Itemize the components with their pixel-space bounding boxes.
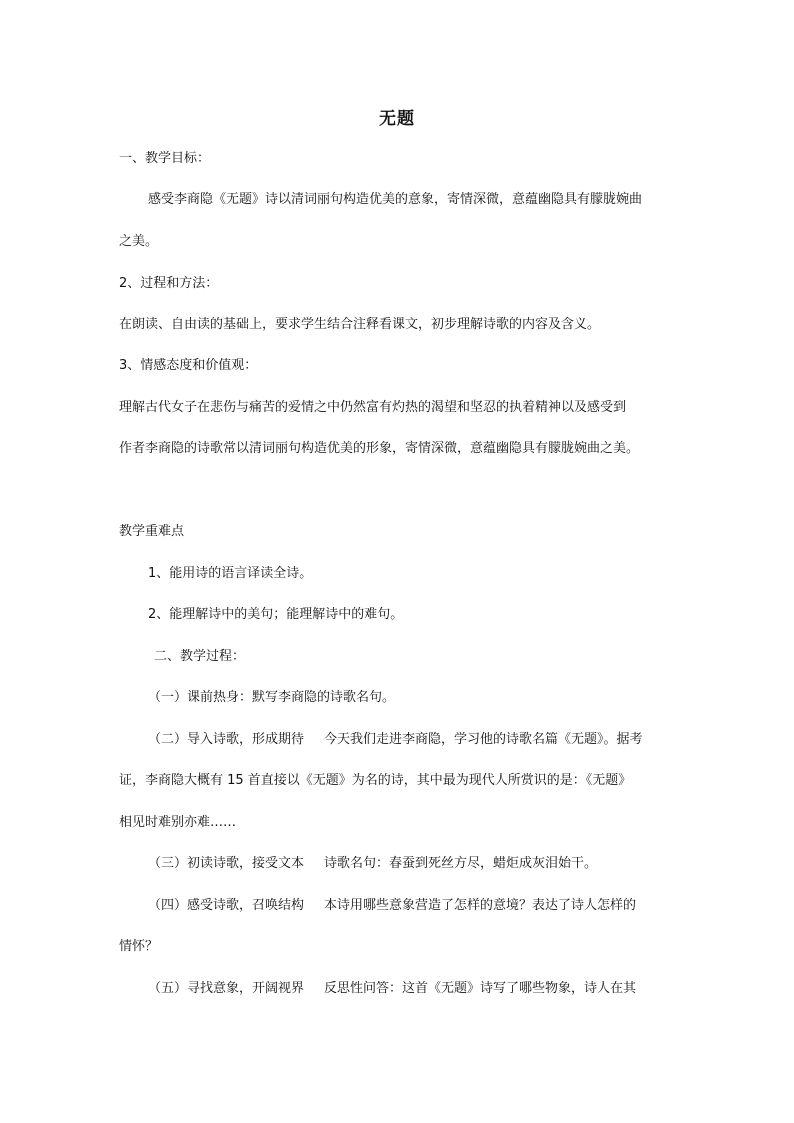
step-3-text: 诗歌名句：春蚕到死丝方尽，蜡炬成灰泪始干。 bbox=[324, 856, 598, 871]
step-2-text: 今天我们走进李商隐，学习他的诗歌名篇《无题》。据考 bbox=[324, 732, 643, 747]
step-3-heading: （三）初读诗歌，接受文本 bbox=[148, 856, 305, 871]
heading-teaching-goals: 一、教学目标： bbox=[119, 151, 211, 166]
paragraph-line: 理解古代女子在悲伤与痛苦的爱情之中仍然富有灼热的渴望和坚忍的执着精神以及感受到 bbox=[119, 400, 627, 415]
list-item: 1、能用诗的语言译读全诗。 bbox=[148, 566, 313, 581]
paragraph-line: 之美。 bbox=[119, 234, 159, 249]
heading-process-methods: 2、过程和方法： bbox=[119, 276, 219, 291]
heading-key-points: 教学重难点 bbox=[119, 524, 185, 539]
step-4-text: 本诗用哪些意象营造了怎样的意境？表达了诗人怎样的 bbox=[324, 898, 637, 913]
heading-emotion-values: 3、情感态度和价值观： bbox=[119, 358, 258, 373]
paragraph-line: 相见时难别亦难…… bbox=[119, 815, 237, 830]
document-title: 无题 bbox=[379, 109, 415, 129]
paragraph-line: 感受李商隐《无题》诗以清词丽句构造优美的意象，寄情深微，意蕴幽隐具有朦胧婉曲 bbox=[148, 192, 643, 207]
step-3 bbox=[148, 855, 597, 873]
step-2 bbox=[148, 731, 643, 749]
step-4-heading: （四）感受诗歌，召唤结构 bbox=[148, 898, 305, 913]
paragraph-line: 作者李商隐的诗歌常以清词丽句构造优美的形象，寄情深微，意蕴幽隐具有朦胧婉曲之美。 bbox=[119, 441, 640, 456]
paragraph-line: 证，李商隐大概有 15 首直接以《无题》为名的诗，其中最为现代人所赏识的是：《无题》 bbox=[119, 773, 632, 788]
list-item: 2、能理解诗中的美句；能理解诗中的难句。 bbox=[148, 607, 404, 622]
step-5 bbox=[148, 980, 636, 998]
step-4 bbox=[148, 897, 636, 915]
step-2-heading: （二）导入诗歌，形成期待 bbox=[148, 732, 305, 747]
heading-teaching-process: 二、教学过程： bbox=[154, 649, 246, 664]
step-5-text: 反思性问答：这首《无题》诗写了哪些物象，诗人在其 bbox=[324, 981, 637, 996]
paragraph-line: 在朗读、自由读的基础上，要求学生结合注释看课文，初步理解诗歌的内容及含义。 bbox=[119, 317, 601, 332]
paragraph-line: 情怀？ bbox=[119, 939, 159, 954]
step-5-heading: （五）寻找意象，开阔视界 bbox=[148, 981, 305, 996]
step-1: （一）课前热身：默写李商隐的诗歌名句。 bbox=[148, 690, 396, 705]
